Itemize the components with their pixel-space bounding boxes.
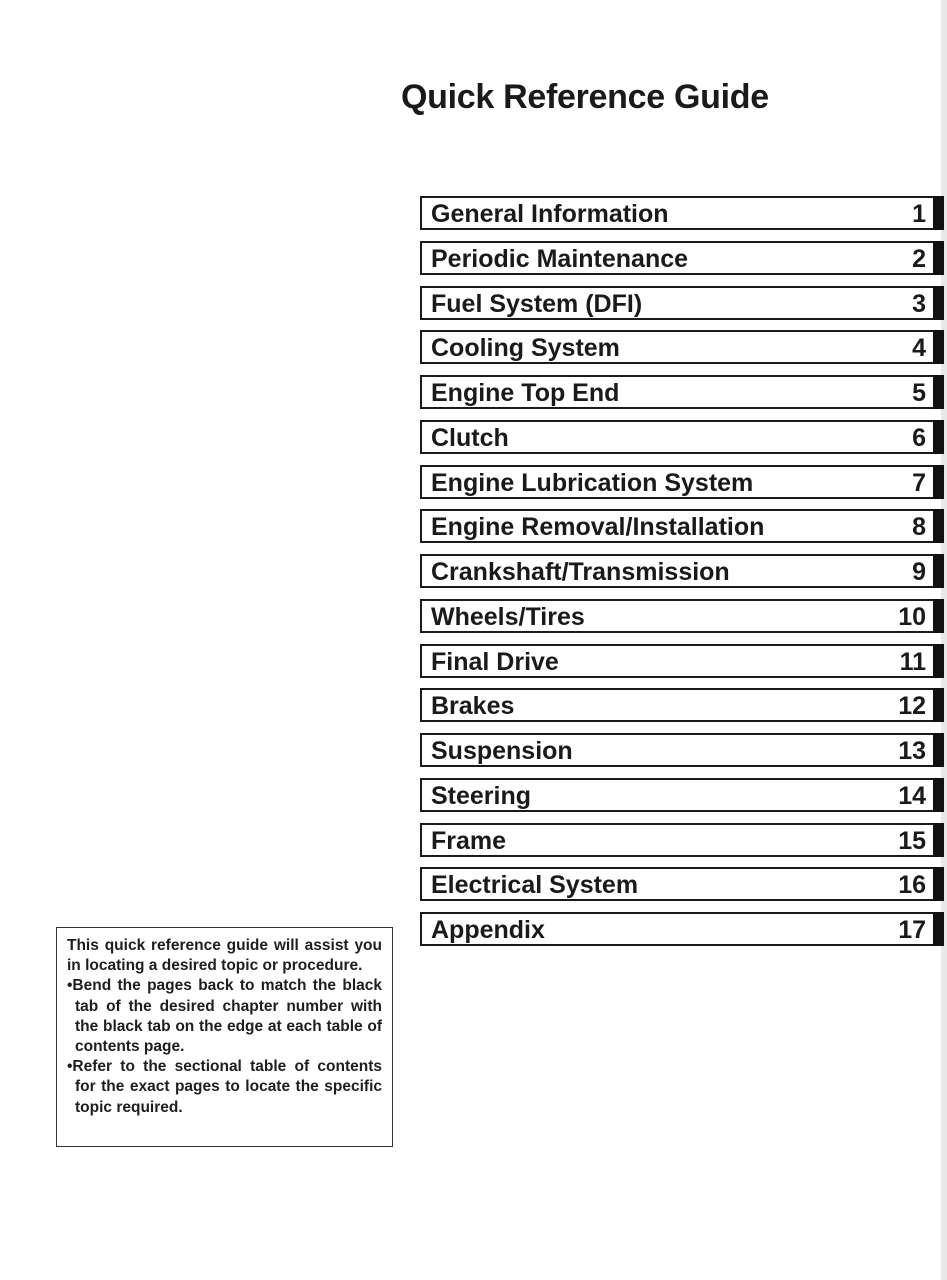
info-intro: This quick reference guide will assist you in locating a desired topic or procedure. bbox=[67, 937, 382, 975]
chapter-tab bbox=[933, 599, 944, 633]
chapter-title: Periodic Maintenance bbox=[431, 244, 689, 273]
chapter-title: Fuel System (DFI) bbox=[431, 289, 643, 318]
chapter-tab bbox=[933, 375, 944, 409]
chapter-title: Engine Top End bbox=[431, 379, 620, 407]
chapter-number: 2 bbox=[912, 244, 926, 273]
chapter-row-suspension[interactable] bbox=[420, 733, 944, 767]
chapter-tab bbox=[933, 867, 944, 901]
chapter-row-engine-removal-installation[interactable] bbox=[420, 509, 944, 543]
chapter-tab bbox=[933, 241, 944, 275]
chapter-title: Clutch bbox=[431, 423, 509, 452]
chapter-number: 8 bbox=[912, 513, 926, 542]
chapter-tab bbox=[933, 330, 944, 364]
chapter-row-final-drive[interactable] bbox=[420, 644, 944, 678]
chapter-number: 3 bbox=[912, 289, 926, 318]
chapter-row-engine-lubrication-system[interactable] bbox=[420, 465, 944, 499]
chapter-title: Engine Removal/Installation bbox=[431, 513, 765, 542]
chapter-number: 10 bbox=[898, 602, 926, 631]
chapter-row-frame[interactable] bbox=[420, 823, 944, 857]
chapter-title: Final Drive bbox=[431, 647, 559, 676]
chapter-row-appendix[interactable] bbox=[420, 912, 944, 946]
chapter-row-steering[interactable] bbox=[420, 778, 944, 812]
chapter-title: Frame bbox=[431, 826, 507, 855]
chapter-row-fuel-system[interactable] bbox=[420, 286, 944, 320]
chapter-number: 1 bbox=[912, 200, 926, 228]
chapter-row-wheels-tires[interactable] bbox=[420, 599, 944, 633]
chapter-tab bbox=[933, 465, 944, 499]
chapter-tab bbox=[933, 286, 944, 320]
info-box bbox=[56, 927, 393, 1147]
info-bullet-refer-toc: •Refer to the sectional table of contents for the exact pages to locate the specific topic required. bbox=[67, 1058, 382, 1116]
chapter-tab bbox=[933, 196, 944, 230]
chapter-title: Brakes bbox=[431, 692, 515, 721]
chapter-number: 6 bbox=[912, 423, 926, 452]
chapter-tab bbox=[933, 778, 944, 812]
chapter-tab bbox=[933, 420, 944, 454]
chapter-title: Steering bbox=[431, 781, 532, 810]
chapter-title: General Information bbox=[431, 200, 669, 228]
chapter-number: 14 bbox=[898, 781, 926, 810]
chapter-tab bbox=[933, 644, 944, 678]
chapter-row-periodic-maintenance[interactable] bbox=[420, 241, 944, 275]
chapter-tab bbox=[933, 823, 944, 857]
chapter-title: Appendix bbox=[431, 916, 545, 944]
chapter-tab bbox=[933, 509, 944, 543]
chapter-tab bbox=[933, 912, 944, 946]
chapter-number: 7 bbox=[912, 468, 926, 497]
chapter-row-general-information[interactable] bbox=[420, 196, 944, 230]
info-bullet-bend-pages: •Bend the pages back to match the black tab of the desired chapter number with the black tab on the edge at each table of contents page. bbox=[67, 977, 382, 1056]
chapter-list bbox=[420, 196, 944, 957]
chapter-number: 12 bbox=[898, 692, 926, 721]
chapter-row-brakes[interactable] bbox=[420, 688, 944, 722]
page-title: Quick Reference Guide bbox=[401, 78, 769, 116]
chapter-row-crankshaft-transmission[interactable] bbox=[420, 554, 944, 588]
chapter-title: Engine Lubrication System bbox=[431, 468, 754, 497]
chapter-row-clutch[interactable] bbox=[420, 420, 944, 454]
chapter-tab bbox=[933, 688, 944, 722]
chapter-number: 9 bbox=[912, 558, 926, 586]
chapter-title: Electrical System bbox=[431, 871, 639, 900]
chapter-number: 4 bbox=[912, 334, 926, 363]
chapter-tab bbox=[933, 733, 944, 767]
chapter-number: 15 bbox=[898, 826, 926, 855]
chapter-row-cooling-system[interactable] bbox=[420, 330, 944, 364]
chapter-title: Suspension bbox=[431, 737, 573, 765]
chapter-number: 5 bbox=[912, 379, 926, 407]
chapter-number: 11 bbox=[899, 647, 926, 676]
chapter-title: Crankshaft/Transmission bbox=[431, 558, 730, 586]
chapter-number: 16 bbox=[898, 871, 926, 900]
chapter-number: 13 bbox=[898, 737, 926, 765]
chapter-tab bbox=[933, 554, 944, 588]
chapter-row-electrical-system[interactable] bbox=[420, 867, 944, 901]
chapter-title: Cooling System bbox=[431, 334, 620, 363]
chapter-row-engine-top-end[interactable] bbox=[420, 375, 944, 409]
chapter-number: 17 bbox=[898, 916, 926, 944]
chapter-title: Wheels/Tires bbox=[431, 602, 585, 631]
